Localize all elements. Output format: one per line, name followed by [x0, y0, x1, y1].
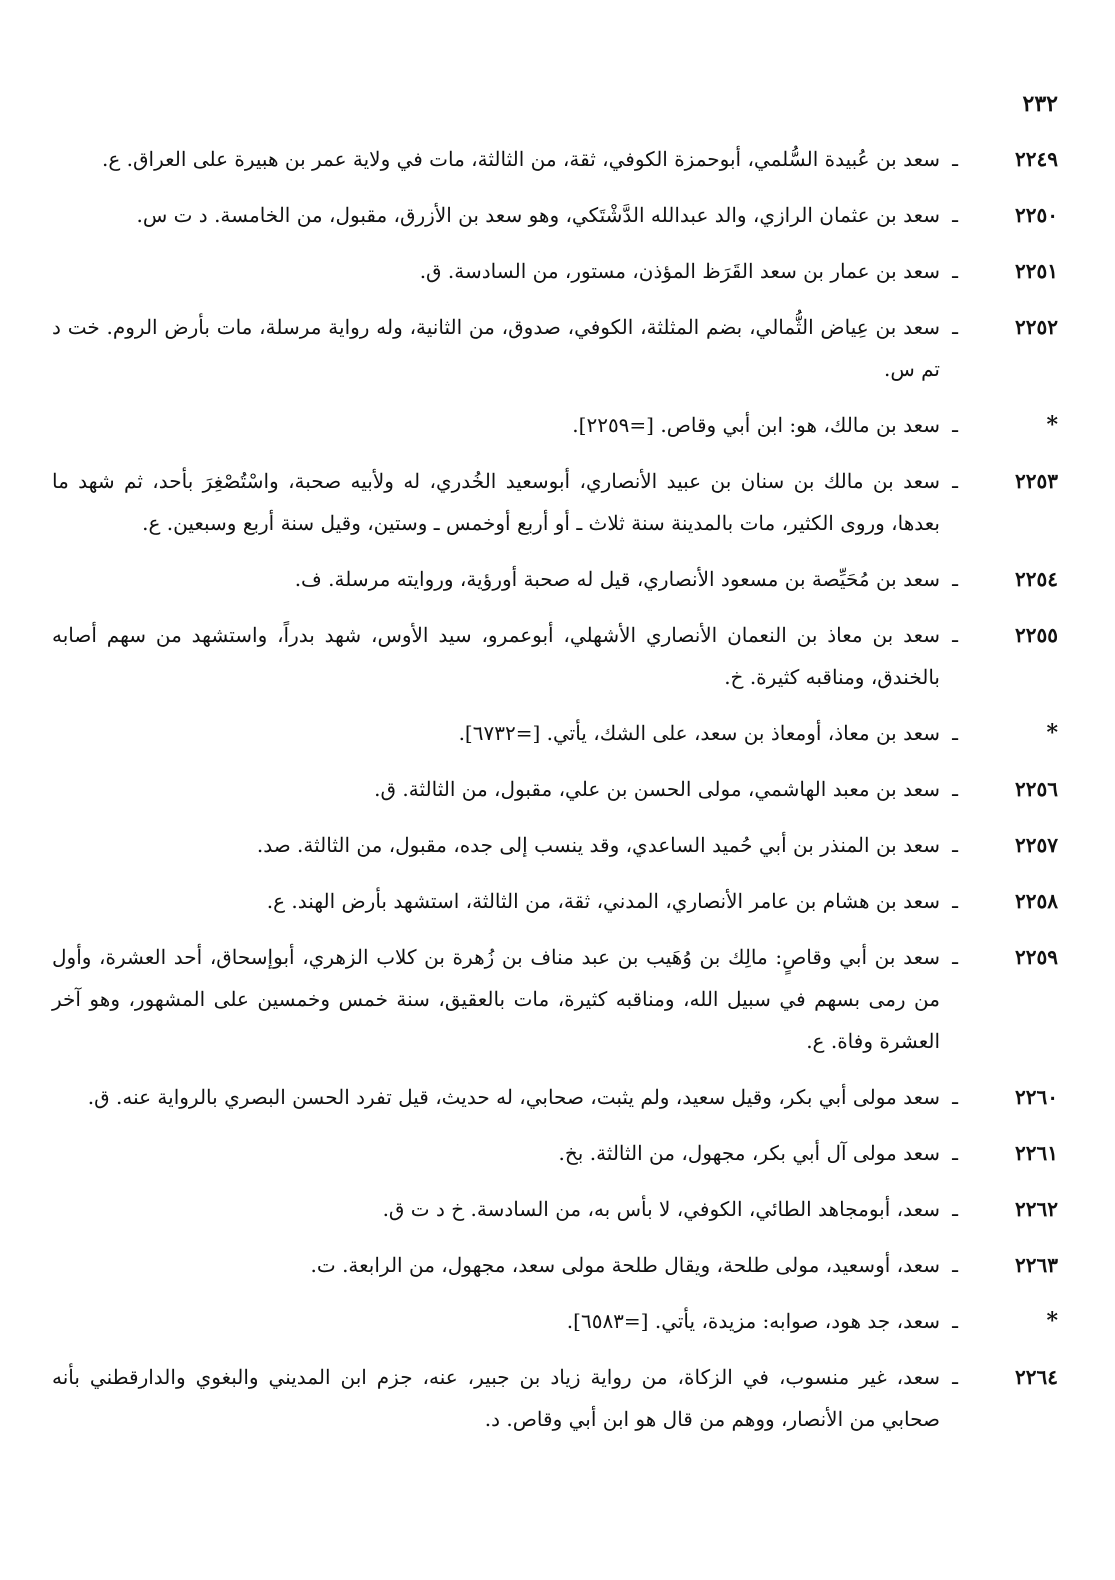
entries-list: [52, 138, 1058, 1454]
entry-text: سعد بن مالك بن سنان بن عبيد الأنصاري، أبوسعيد الخُدري، له ولأبيه صحبة، واسْتُصْغِرَ بأحد، ثم شهد ما بعدها، وروى الكثير، مات بالمدينة سنة ثلاث ـ أو أربع أوخمس ـ وستين، وقيل سنة أربع وسبعين. ع.: [52, 469, 940, 535]
entry-dash: ـ: [952, 623, 958, 647]
entry-number: ٢٢٥٦: [1015, 777, 1058, 801]
entry-number: ٢٢٥٢: [1015, 315, 1058, 339]
entry: [52, 1188, 1058, 1230]
entry-dash: ـ: [952, 1085, 958, 1109]
entry-number: ٢٢٦٠: [1015, 1085, 1058, 1109]
entry-dash: ـ: [952, 259, 958, 283]
entry-text: سعد بن معاذ، أومعاذ بن سعد، على الشك، يأتي. [=٦٧٣٢].: [458, 721, 940, 745]
entry-number: ٢٢٥١: [1015, 259, 1058, 283]
entry: [52, 306, 1058, 390]
entry-dash: ـ: [952, 413, 958, 437]
entry-dash: ـ: [952, 469, 958, 493]
entry-dash: ـ: [952, 203, 958, 227]
entry: [52, 1076, 1058, 1118]
entry-dash: ـ: [952, 315, 958, 339]
entry-dash: ـ: [952, 1309, 958, 1333]
entry-number: ٢٢٦٤: [1015, 1365, 1058, 1389]
entry: [52, 1132, 1058, 1174]
asterisk-marker: *: [1046, 412, 1058, 438]
entry-text: سعد بن هشام بن عامر الأنصاري، المدني، ثقة، من الثالثة، استشهد بأرض الهند. ع.: [266, 889, 940, 913]
entry-text: سعد، أبومجاهد الطائي، الكوفي، لا بأس به، من السادسة. خ د ت ق.: [382, 1197, 940, 1221]
entry-number: ٢٢٥٣: [1015, 469, 1058, 493]
entry-dash: ـ: [952, 1197, 958, 1221]
entry: [52, 194, 1058, 236]
entry-number: ٢٢٦٣: [1015, 1253, 1058, 1277]
entry: [52, 138, 1058, 180]
entry-number: ٢٢٦١: [1015, 1141, 1058, 1165]
cross-reference-entry: [52, 712, 1058, 754]
page-number: ٢٣٢: [1022, 91, 1058, 117]
entry-dash: ـ: [952, 945, 958, 969]
entry-dash: ـ: [952, 1365, 958, 1389]
entry-number: ٢٢٥٧: [1015, 833, 1058, 857]
entry-dash: ـ: [952, 1253, 958, 1277]
entry: [52, 1244, 1058, 1286]
entry-text: سعد، أوسعيد، مولى طلحة، ويقال طلحة مولى سعد، مجهول، من الرابعة. ت.: [310, 1253, 940, 1277]
entry-dash: ـ: [952, 833, 958, 857]
entry-number: ٢٢٥٥: [1015, 623, 1058, 647]
entry: [52, 614, 1058, 698]
entry: [52, 250, 1058, 292]
entry-text: سعد بن مالك، هو: ابن أبي وقاص. [=٢٢٥٩].: [572, 413, 940, 437]
entry-text: سعد بن معبد الهاشمي، مولى الحسن بن علي، مقبول، من الثالثة. ق.: [374, 777, 940, 801]
entry-text: سعد بن عثمان الرازي، والد عبدالله الدَّشْتَكي، وهو سعد بن الأزرق، مقبول، من الخامسة. د ت س.: [136, 203, 940, 227]
entry-number: ٢٢٦٢: [1015, 1197, 1058, 1221]
entry-number: ٢٢٥٨: [1015, 889, 1058, 913]
entry-dash: ـ: [952, 147, 958, 171]
entry-dash: ـ: [952, 1141, 958, 1165]
cross-reference-entry: [52, 404, 1058, 446]
entry-dash: ـ: [952, 889, 958, 913]
entry-text: سعد بن عِياض الثُّمالي، بضم المثلثة، الكوفي، صدوق، من الثانية، وله رواية مرسلة، مات بأرض الروم. خت د تم س.: [52, 315, 940, 381]
entry: [52, 768, 1058, 810]
cross-reference-entry: [52, 1300, 1058, 1342]
entry-text: سعد مولى آل أبي بكر، مجهول، من الثالثة. بخ.: [558, 1141, 940, 1165]
asterisk-marker: *: [1046, 720, 1058, 746]
entry: [52, 460, 1058, 544]
entry-text: سعد، غير منسوب، في الزكاة، من رواية زياد بن جبير، عنه، جزم ابن المديني والبغوي والدارقطني بأنه صحابي من الأنصار، ووهم من قال هو ابن أبي وقاص. د.: [52, 1365, 940, 1431]
entry-text: سعد بن عُبيدة السُّلمي، أبوحمزة الكوفي، ثقة، من الثالثة، مات في ولاية عمر بن هبيرة على العراق. ع.: [102, 147, 940, 171]
entry-text: سعد بن أبي وقاصٍ: مالِك بن وُهَيب بن عبد مناف بن زُهرة بن كلاب الزهري، أبوإسحاق، أحد العشرة، وأول من رمى بسهم في سبيل الله، ومناقبه كثيرة، مات بالعقيق، سنة خمس وخمسين على المشهور، وهو آخر العشرة وفاة. ع.: [52, 945, 940, 1053]
entry-text: سعد بن مُحَيِّصة بن مسعود الأنصاري، قيل له صحبة أورؤية، وروايته مرسلة. ف.: [294, 567, 940, 591]
entry: [52, 558, 1058, 600]
entry-text: سعد بن عمار بن سعد القَرَظ المؤذن، مستور، من السادسة. ق.: [419, 259, 940, 283]
entry-number: ٢٢٥٤: [1015, 567, 1058, 591]
entry-dash: ـ: [952, 721, 958, 745]
entry-dash: ـ: [952, 777, 958, 801]
entry-text: سعد مولى أبي بكر، وقيل سعيد، ولم يثبت، صحابي، له حديث، قيل تفرد الحسن البصري بالرواية عنه. ق.: [87, 1085, 940, 1109]
entry-dash: ـ: [952, 567, 958, 591]
entry-text: سعد بن معاذ بن النعمان الأنصاري الأشهلي، أبوعمرو، سيد الأوس، شهد بدراً، واستشهد من سهم أصابه بالخندق، ومناقبه كثيرة. خ.: [52, 623, 940, 689]
entry-number: ٢٢٥٩: [1015, 945, 1058, 969]
entry: [52, 1356, 1058, 1440]
entry-text: سعد بن المنذر بن أبي حُميد الساعدي، وقد ينسب إلى جده، مقبول، من الثالثة. صد.: [256, 833, 940, 857]
entry: [52, 880, 1058, 922]
asterisk-marker: *: [1046, 1308, 1058, 1334]
entry: [52, 936, 1058, 1062]
entry-text: سعد، جد هود، صوابه: مزيدة، يأتي. [=٦٥٨٣].: [566, 1309, 940, 1333]
entry: [52, 824, 1058, 866]
entry-number: ٢٢٥٠: [1015, 203, 1058, 227]
entry-number: ٢٢٤٩: [1015, 147, 1058, 171]
